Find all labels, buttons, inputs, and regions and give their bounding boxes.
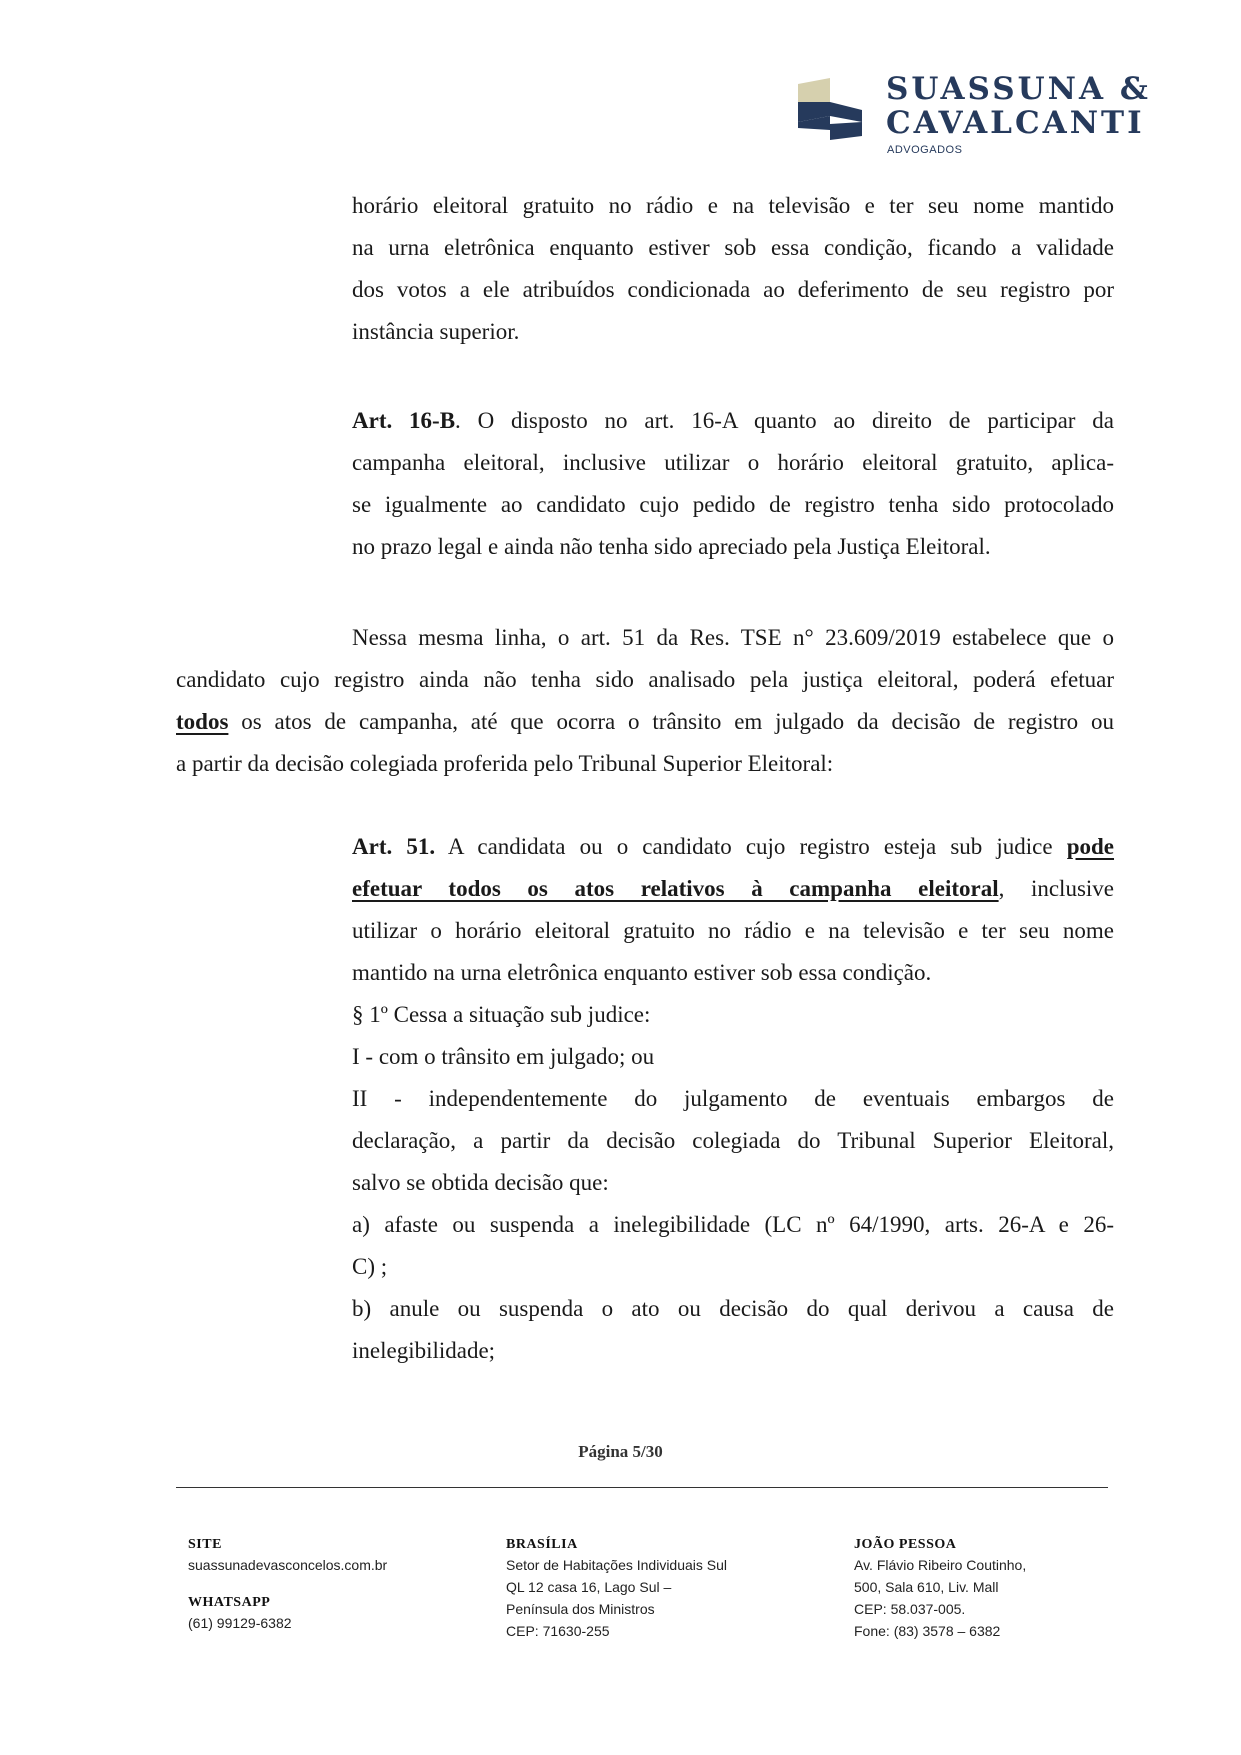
text-line: no prazo legal e ainda não tenha sido apreciado pela Justiça Eleitoral. [352,534,991,559]
firm-name-line1: SUASSUNA & [886,71,1151,107]
firm-name [886,72,1151,140]
address-line: Av. Flávio Ribeiro Coutinho, [854,1557,1027,1573]
text-line [176,701,1114,743]
text-span: os atos de campanha, até que ocorra o trânsito em julgado da decisão de registro ou [228,709,1114,734]
text-line [176,617,1114,659]
whatsapp-number: (61) 99129-6382 [188,1615,292,1631]
text-line: dos votos a ele atribuídos condicionada ao deferimento de seu registro por [352,277,1114,302]
address-line: QL 12 casa 16, Lago Sul – [506,1579,672,1595]
text-line: mantido na urna eletrônica enquanto estiver sob essa condição. [352,960,932,985]
text-line: instância superior. [352,319,520,344]
text-line: C) ; [352,1254,388,1279]
text-line: declaração, a partir da decisão colegiada do Tribunal Superior Eleitoral, [352,1128,1114,1153]
footer-divider [176,1487,1108,1488]
body-paragraph [176,617,1114,785]
site-link[interactable]: suassunadevasconcelos.com.br [188,1557,388,1573]
text-line: candidato cujo registro ainda não tenha sido analisado pela justiça eleitoral, poderá efetuar [176,667,1114,692]
address-line: Península dos Ministros [506,1601,655,1617]
text-line [352,400,1114,442]
brasilia-heading: BRASÍLIA [506,1537,578,1552]
firm-subtitle: ADVOGADOS [887,144,963,156]
whatsapp-heading: WHATSAPP [188,1595,271,1610]
footer-brasilia-column [506,1536,727,1642]
text-line: se igualmente ao candidato cujo pedido de registro tenha sido protocolado [352,492,1114,517]
article-label: Art. 16-B [352,408,456,433]
text-line: campanha eleitoral, inclusive utilizar o horário eleitoral gratuito, aplica- [352,450,1114,475]
address-line: Setor de Habitações Individuais Sul [506,1557,728,1573]
logo-beige-shape [798,78,830,102]
text-span: Nessa mesma linha, o art. 51 da Res. TSE n° 23.609/2019 estabelece que o [352,625,1114,650]
text-span: . O disposto no art. 16-A quanto ao direito de participar da [455,408,1114,433]
citation-block-1 [352,185,1114,353]
citation-block-art-16b [352,400,1114,568]
logo-mark-icon [796,76,866,140]
page-number: Página 5/30 [578,1442,663,1461]
firm-logo [796,71,1151,162]
firm-name-line2: CAVALCANTI [886,105,1145,141]
text-span: A candidata ou o candidato cujo registro esteja sub judice [435,834,1067,859]
text-line: a partir da decisão colegiada proferida pelo Tribunal Superior Eleitoral: [176,751,834,776]
text-line: horário eleitoral gratuito no rádio e na televisão e ter seu nome mantido [352,193,1114,218]
text-line: I - com o trânsito em julgado; ou [352,1044,655,1069]
text-line: § 1º Cessa a situação sub judice: [352,1002,651,1027]
joao-pessoa-heading: JOÃO PESSOA [854,1537,957,1552]
address-line: CEP: 71630-255 [506,1623,610,1639]
emphasis-pode: pode [1066,834,1115,859]
citation-block-art-51 [352,826,1114,1372]
article-label: Art. 51. [352,834,436,859]
footer-joao-pessoa-column [854,1536,1026,1642]
address-line: 500, Sala 610, Liv. Mall [854,1579,999,1595]
phone-line: Fone: (83) 3578 – 6382 [854,1623,1001,1639]
site-heading: SITE [188,1537,222,1552]
text-line: b) anule ou suspenda o ato ou decisão do qual derivou a causa de [352,1296,1114,1321]
text-line [352,826,1114,868]
text-line: inelegibilidade; [352,1338,496,1363]
text-line: a) afaste ou suspenda a inelegibilidade (LC nº 64/1990, arts. 26-A e 26- [352,1212,1114,1237]
text-line: salvo se obtida decisão que: [352,1170,609,1195]
text-line: utilizar o horário eleitoral gratuito no rádio e na televisão e ter seu nome [352,918,1114,943]
footer-contact-column [188,1536,387,1634]
text-line [352,868,1114,910]
emphasis-todos: todos [176,709,229,734]
emphasis-efetuar: efetuar todos os atos relativos à campanha eleitoral [352,876,999,901]
text-line: na urna eletrônica enquanto estiver sob essa condição, ficando a validade [352,235,1114,260]
address-line: CEP: 58.037-005. [854,1601,966,1617]
text-line: II - independentemente do julgamento de eventuais embargos de [352,1086,1114,1111]
text-span: , inclusive [998,876,1115,901]
